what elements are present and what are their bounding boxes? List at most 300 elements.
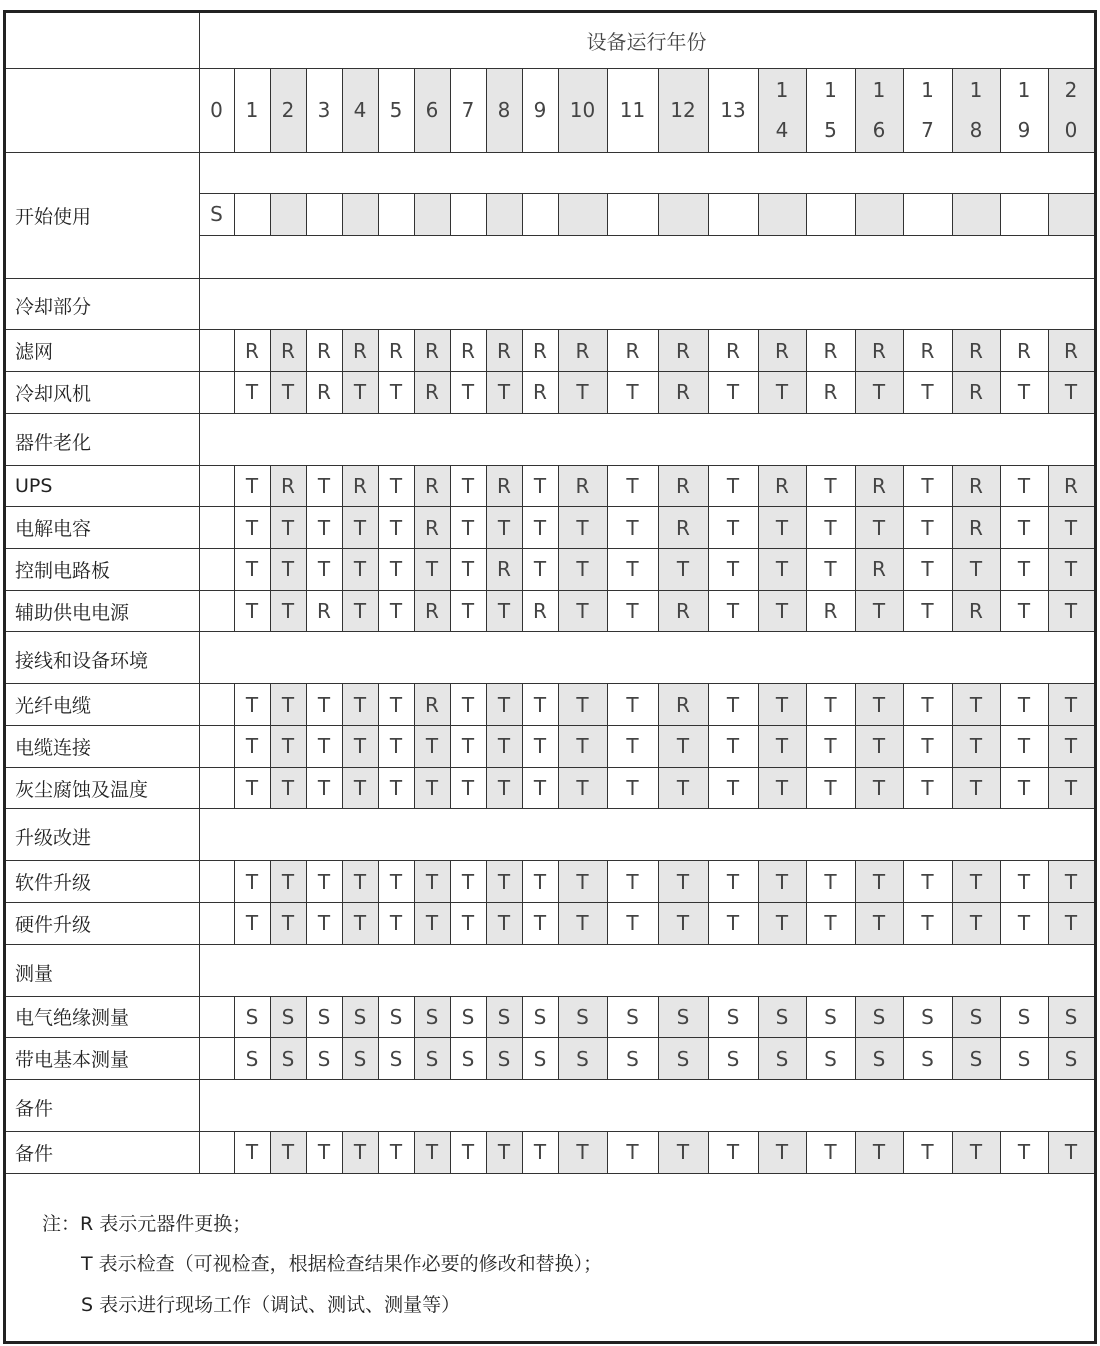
schedule-cell: T [461, 869, 475, 894]
schedule-cell: S [1017, 1046, 1031, 1071]
year-header-cell: 2 0 [1064, 78, 1078, 142]
schedule-cell: T [533, 869, 547, 894]
schedule-cell: T [245, 380, 259, 405]
schedule-cell: T [317, 515, 331, 540]
schedule-cell: T [824, 1140, 837, 1165]
schedule-cell: T [1017, 515, 1031, 540]
row-label: 灰尘腐蚀及温度 [15, 778, 149, 801]
schedule-cell: T [245, 692, 259, 717]
schedule-cell: T [461, 734, 475, 759]
schedule-cell: T [461, 692, 475, 717]
schedule-cell: T [576, 776, 589, 801]
schedule-cell: T [497, 911, 511, 936]
schedule-cell [199, 549, 234, 591]
schedule-cell: R [425, 692, 439, 717]
schedule-cell: T [353, 599, 367, 624]
shaded-cell [855, 193, 903, 235]
schedule-cell: T [921, 692, 934, 717]
schedule-cell: T [245, 911, 259, 936]
schedule-cell: T [1017, 557, 1031, 582]
schedule-cell: S [281, 1046, 295, 1071]
schedule-cell: T [389, 869, 403, 894]
schedule-cell: S [425, 1046, 439, 1071]
schedule-cell: T [353, 776, 367, 801]
schedule-cell: T [872, 515, 886, 540]
schedule-cell: R [281, 338, 295, 363]
schedule-cell: R [497, 557, 511, 582]
schedule-grid [6, 13, 1094, 1173]
schedule-cell: T [317, 776, 331, 801]
grid-line [607, 193, 608, 235]
schedule-cell: T [921, 515, 934, 540]
section-title: 升级改进 [15, 827, 92, 850]
schedule-cell: T [461, 1140, 475, 1165]
schedule-cell: T [872, 599, 886, 624]
schedule-cell: T [726, 692, 740, 717]
schedule-cell: R [317, 380, 331, 405]
shaded-cell [952, 193, 1000, 235]
shaded-cell [414, 193, 450, 235]
schedule-cell: T [626, 869, 639, 894]
schedule-cell: T [626, 776, 639, 801]
schedule-cell: R [1064, 338, 1078, 363]
row-label: 控制电路板 [15, 559, 111, 582]
schedule-cell: T [389, 380, 403, 405]
schedule-cell: R [872, 557, 886, 582]
schedule-cell: T [969, 1140, 983, 1165]
row-label: 冷却风机 [15, 382, 92, 405]
grid-line [903, 193, 904, 235]
schedule-cell: T [775, 869, 789, 894]
schedule-cell: S [461, 1046, 475, 1071]
schedule-cell: T [921, 869, 934, 894]
schedule-cell: T [969, 869, 983, 894]
year-header-cell: 1 7 [921, 78, 934, 142]
note-r: 注：R 表示元器件更换； [42, 1213, 252, 1235]
schedule-cell: S [353, 1046, 367, 1071]
schedule-cell: T [1017, 869, 1031, 894]
schedule-cell: S [1064, 1046, 1078, 1071]
schedule-cell: T [775, 1140, 789, 1165]
schedule-cell: T [317, 734, 331, 759]
schedule-cell: T [389, 473, 403, 498]
schedule-cell [199, 507, 234, 549]
grid-line [806, 193, 807, 235]
schedule-cell: T [1017, 776, 1031, 801]
schedule-cell: T [497, 776, 511, 801]
grid-line [306, 193, 307, 235]
schedule-cell: T [353, 1140, 367, 1165]
schedule-cell: T [461, 515, 475, 540]
schedule-cell: T [872, 776, 886, 801]
schedule-cell: T [921, 1140, 934, 1165]
schedule-cell: T [497, 734, 511, 759]
schedule-cell: S [389, 1046, 403, 1071]
schedule-cell: T [245, 776, 259, 801]
schedule-cell: T [872, 380, 886, 405]
schedule-cell: T [281, 599, 295, 624]
schedule-cell: T [626, 911, 639, 936]
schedule-cell: T [969, 734, 983, 759]
schedule-cell: T [533, 557, 547, 582]
schedule-cell: S [317, 1046, 331, 1071]
schedule-cell: R [317, 599, 331, 624]
schedule-cell: R [872, 338, 886, 363]
schedule-cell: S [425, 1004, 439, 1029]
schedule-cell: S [576, 1004, 589, 1029]
schedule-cell: T [775, 734, 789, 759]
section-title: 测量 [15, 962, 54, 985]
schedule-cell: S [497, 1004, 511, 1029]
row-label: 软件升级 [15, 872, 92, 895]
schedule-cell [199, 726, 234, 768]
grid-line [855, 193, 856, 235]
schedule-cell: T [969, 776, 983, 801]
schedule-cell: T [626, 515, 639, 540]
schedule-cell: R [676, 380, 690, 405]
section-title: 备件 [15, 1097, 54, 1120]
schedule-cell: T [576, 380, 589, 405]
schedule-cell: T [533, 692, 547, 717]
schedule-cell: R [920, 338, 935, 363]
schedule-cell: T [497, 380, 511, 405]
year-header-cell: 1 8 [969, 78, 983, 142]
schedule-cell: T [461, 380, 475, 405]
schedule-cell: T [676, 911, 690, 936]
row-label: 电气绝缘测量 [15, 1007, 130, 1030]
notes-area [6, 1173, 1094, 1341]
grid-line [342, 193, 343, 235]
schedule-cell: R [245, 338, 259, 363]
schedule-cell: T [461, 599, 475, 624]
grid-line [558, 193, 559, 235]
schedule-cell: T [676, 1140, 690, 1165]
schedule-cell: T [1064, 692, 1078, 717]
schedule-cell: T [775, 776, 789, 801]
schedule-cell: T [576, 734, 589, 759]
schedule-cell: T [281, 515, 295, 540]
schedule-cell: T [576, 911, 589, 936]
schedule-cell: T [775, 692, 789, 717]
schedule-cell: T [425, 734, 439, 759]
schedule-cell: T [353, 734, 367, 759]
schedule-cell: R [497, 338, 511, 363]
start-marker-cell: S [210, 202, 223, 226]
schedule-cell: T [921, 380, 934, 405]
schedule-cell: T [676, 557, 690, 582]
year-header-cell: 1 4 [775, 78, 789, 142]
schedule-cell: S [1017, 1004, 1031, 1029]
note-s: S 表示进行现场工作（调试、测试、测量等） [81, 1294, 461, 1316]
schedule-cell: T [921, 776, 934, 801]
row-label: 电缆连接 [15, 736, 92, 759]
schedule-cell: T [425, 1140, 439, 1165]
schedule-cell: T [726, 473, 740, 498]
year-header-cell: 5 [389, 98, 403, 122]
schedule-cell: R [461, 338, 475, 363]
schedule-cell: T [872, 1140, 886, 1165]
schedule-cell: S [1064, 1004, 1078, 1029]
schedule-cell: S [726, 1046, 740, 1071]
grid-line [758, 193, 759, 235]
schedule-cell: S [533, 1004, 547, 1029]
schedule-cell: R [1064, 473, 1078, 498]
schedule-cell: T [1064, 515, 1078, 540]
schedule-cell: T [576, 869, 589, 894]
schedule-cell: R [625, 338, 640, 363]
schedule-cell: S [245, 1004, 259, 1029]
schedule-cell: T [1017, 692, 1031, 717]
schedule-cell: R [676, 515, 690, 540]
schedule-cell: T [533, 734, 547, 759]
schedule-cell: S [969, 1046, 983, 1071]
schedule-cell: S [533, 1046, 547, 1071]
schedule-cell: S [317, 1004, 331, 1029]
schedule-cell [199, 1038, 234, 1080]
schedule-cell: R [775, 473, 789, 498]
year-header-cell: 1 9 [1017, 78, 1031, 142]
schedule-cell: R [872, 473, 886, 498]
schedule-cell: S [626, 1046, 639, 1071]
schedule-cell: S [676, 1004, 690, 1029]
schedule-cell: T [921, 473, 934, 498]
grid-line [522, 193, 523, 235]
schedule-cell: T [497, 515, 511, 540]
schedule-cell: T [824, 776, 837, 801]
schedule-cell: T [389, 599, 403, 624]
schedule-cell: T [626, 599, 639, 624]
schedule-cell: T [281, 869, 295, 894]
schedule-cell: T [726, 557, 740, 582]
schedule-cell: T [1017, 380, 1031, 405]
schedule-cell [199, 330, 234, 372]
shaded-cell [658, 193, 708, 235]
schedule-cell: T [576, 557, 589, 582]
schedule-cell: T [726, 1140, 740, 1165]
schedule-cell: T [626, 692, 639, 717]
schedule-cell: T [726, 869, 740, 894]
schedule-cell: T [626, 1140, 639, 1165]
row-label: 硬件升级 [15, 913, 92, 936]
year-header-cell: 0 [210, 98, 223, 122]
schedule-cell: T [1017, 599, 1031, 624]
schedule-cell: S [824, 1046, 837, 1071]
schedule-cell: T [317, 869, 331, 894]
schedule-cell: T [921, 599, 934, 624]
schedule-cell: T [969, 557, 983, 582]
schedule-cell: T [872, 734, 886, 759]
schedule-cell: T [389, 911, 403, 936]
schedule-cell [199, 996, 234, 1038]
year-header-cell: 9 [533, 98, 547, 122]
schedule-cell: S [461, 1004, 475, 1029]
schedule-cell: S [497, 1046, 511, 1071]
schedule-cell: S [921, 1004, 934, 1029]
schedule-cell: S [872, 1004, 886, 1029]
schedule-cell: T [969, 692, 983, 717]
row-label: 滤网 [15, 341, 54, 364]
schedule-cell: T [461, 776, 475, 801]
schedule-cell: T [425, 911, 439, 936]
schedule-cell: T [245, 1140, 259, 1165]
schedule-cell: T [245, 599, 259, 624]
schedule-cell: T [576, 515, 589, 540]
schedule-cell: S [775, 1004, 789, 1029]
schedule-cell: T [1017, 911, 1031, 936]
section-title: 冷却部分 [15, 296, 92, 319]
schedule-cell: R [533, 338, 547, 363]
schedule-cell: R [823, 380, 838, 405]
schedule-cell: S [921, 1046, 934, 1071]
schedule-cell: R [969, 338, 983, 363]
year-header-cell: 13 [720, 98, 746, 122]
schedule-cell: S [576, 1046, 589, 1071]
schedule-cell: T [497, 1140, 511, 1165]
year-header-cell: 1 6 [872, 78, 886, 142]
schedule-cell: R [676, 473, 690, 498]
year-header-cell: 10 [569, 98, 596, 122]
schedule-cell: T [281, 911, 295, 936]
grid-line [486, 193, 487, 235]
schedule-cell: T [317, 557, 331, 582]
schedule-cell: T [1017, 734, 1031, 759]
schedule-cell: T [1064, 776, 1078, 801]
schedule-cell: T [824, 473, 837, 498]
schedule-cell: R [969, 515, 983, 540]
row-label: 光纤电缆 [15, 695, 92, 718]
schedule-cell: T [824, 515, 837, 540]
schedule-cell: T [775, 557, 789, 582]
schedule-cell: T [1017, 473, 1031, 498]
schedule-cell: T [676, 734, 690, 759]
row-label: UPS [15, 474, 53, 497]
year-header-cell: 12 [670, 98, 696, 122]
schedule-cell: T [497, 599, 511, 624]
schedule-cell: T [281, 734, 295, 759]
row-label: 电解电容 [15, 518, 92, 541]
grid-line [1048, 193, 1049, 235]
schedule-cell: T [775, 515, 789, 540]
schedule-cell: T [461, 557, 475, 582]
schedule-cell [199, 902, 234, 944]
grid-line [414, 193, 415, 235]
schedule-cell: T [1064, 557, 1078, 582]
schedule-cell: R [969, 380, 983, 405]
schedule-cell: T [824, 911, 837, 936]
schedule-cell: T [425, 776, 439, 801]
schedule-cell: T [872, 692, 886, 717]
schedule-cell: T [676, 776, 690, 801]
grid-line [378, 193, 379, 235]
schedule-cell: T [676, 869, 690, 894]
schedule-cell: T [824, 869, 837, 894]
year-header-cell: 8 [497, 98, 511, 122]
schedule-cell: T [353, 692, 367, 717]
schedule-cell: T [1064, 734, 1078, 759]
schedule-cell: T [921, 557, 934, 582]
schedule-cell: R [425, 599, 439, 624]
schedule-cell [199, 372, 234, 414]
schedule-cell: R [726, 338, 740, 363]
schedule-cell: T [353, 869, 367, 894]
schedule-cell: S [245, 1046, 259, 1071]
schedule-cell: T [533, 1140, 547, 1165]
schedule-cell: R [676, 692, 690, 717]
schedule-cell: T [775, 380, 789, 405]
schedule-cell [199, 1131, 234, 1173]
shaded-cell [758, 193, 806, 235]
schedule-cell: R [353, 473, 367, 498]
schedule-cell: S [775, 1046, 789, 1071]
schedule-cell: T [626, 380, 639, 405]
schedule-cell: T [353, 911, 367, 936]
schedule-cell: T [389, 1140, 403, 1165]
schedule-cell: T [461, 473, 475, 498]
schedule-cell: R [317, 338, 331, 363]
schedule-cell: T [533, 515, 547, 540]
grid-line [1000, 193, 1001, 235]
section-title: 接线和设备环境 [15, 650, 149, 673]
schedule-cell: T [317, 692, 331, 717]
schedule-cell: T [281, 692, 295, 717]
schedule-cell: T [317, 911, 331, 936]
schedule-cell: S [969, 1004, 983, 1029]
row-label: 辅助供电电源 [15, 601, 130, 624]
shaded-cell [270, 193, 306, 235]
shaded-cell [558, 193, 607, 235]
schedule-cell: T [533, 911, 547, 936]
schedule-cell: S [389, 1004, 403, 1029]
schedule-cell: T [824, 734, 837, 759]
year-header-cell: 1 [245, 98, 259, 122]
schedule-cell: T [1064, 869, 1078, 894]
schedule-cell: S [824, 1004, 837, 1029]
schedule-cell: T [921, 911, 934, 936]
schedule-cell: R [497, 473, 511, 498]
schedule-cell: T [389, 515, 403, 540]
schedule-cell: R [775, 338, 789, 363]
schedule-cell: T [1064, 380, 1078, 405]
row-label: 带电基本测量 [15, 1049, 130, 1072]
schedule-cell: T [626, 734, 639, 759]
note-t: T 表示检查（可视检查，根据检查结果作必要的修改和替换）； [81, 1253, 603, 1275]
schedule-cell: T [1017, 1140, 1031, 1165]
schedule-cell: T [461, 911, 475, 936]
row-label-start: 开始使用 [15, 205, 92, 228]
schedule-cell: T [353, 557, 367, 582]
schedule-cell: S [353, 1004, 367, 1029]
grid-line [658, 193, 659, 235]
schedule-cell: T [626, 557, 639, 582]
year-header-cell: 7 [461, 98, 475, 122]
grid-line [708, 193, 709, 235]
schedule-cell: R [353, 338, 367, 363]
grid-line [952, 193, 953, 235]
row-label: 备件 [15, 1142, 54, 1165]
schedule-cell [199, 861, 234, 903]
grid-line [270, 193, 271, 235]
schedule-cell: T [576, 599, 589, 624]
schedule-cell: T [824, 692, 837, 717]
grid-line [199, 193, 1094, 194]
schedule-cell: T [425, 557, 439, 582]
schedule-cell: T [353, 515, 367, 540]
schedule-cell: T [245, 557, 259, 582]
year-header-cell: 2 [281, 98, 295, 122]
schedule-cell [199, 590, 234, 632]
year-header-cell: 11 [619, 98, 646, 122]
schedule-cell: R [823, 338, 838, 363]
